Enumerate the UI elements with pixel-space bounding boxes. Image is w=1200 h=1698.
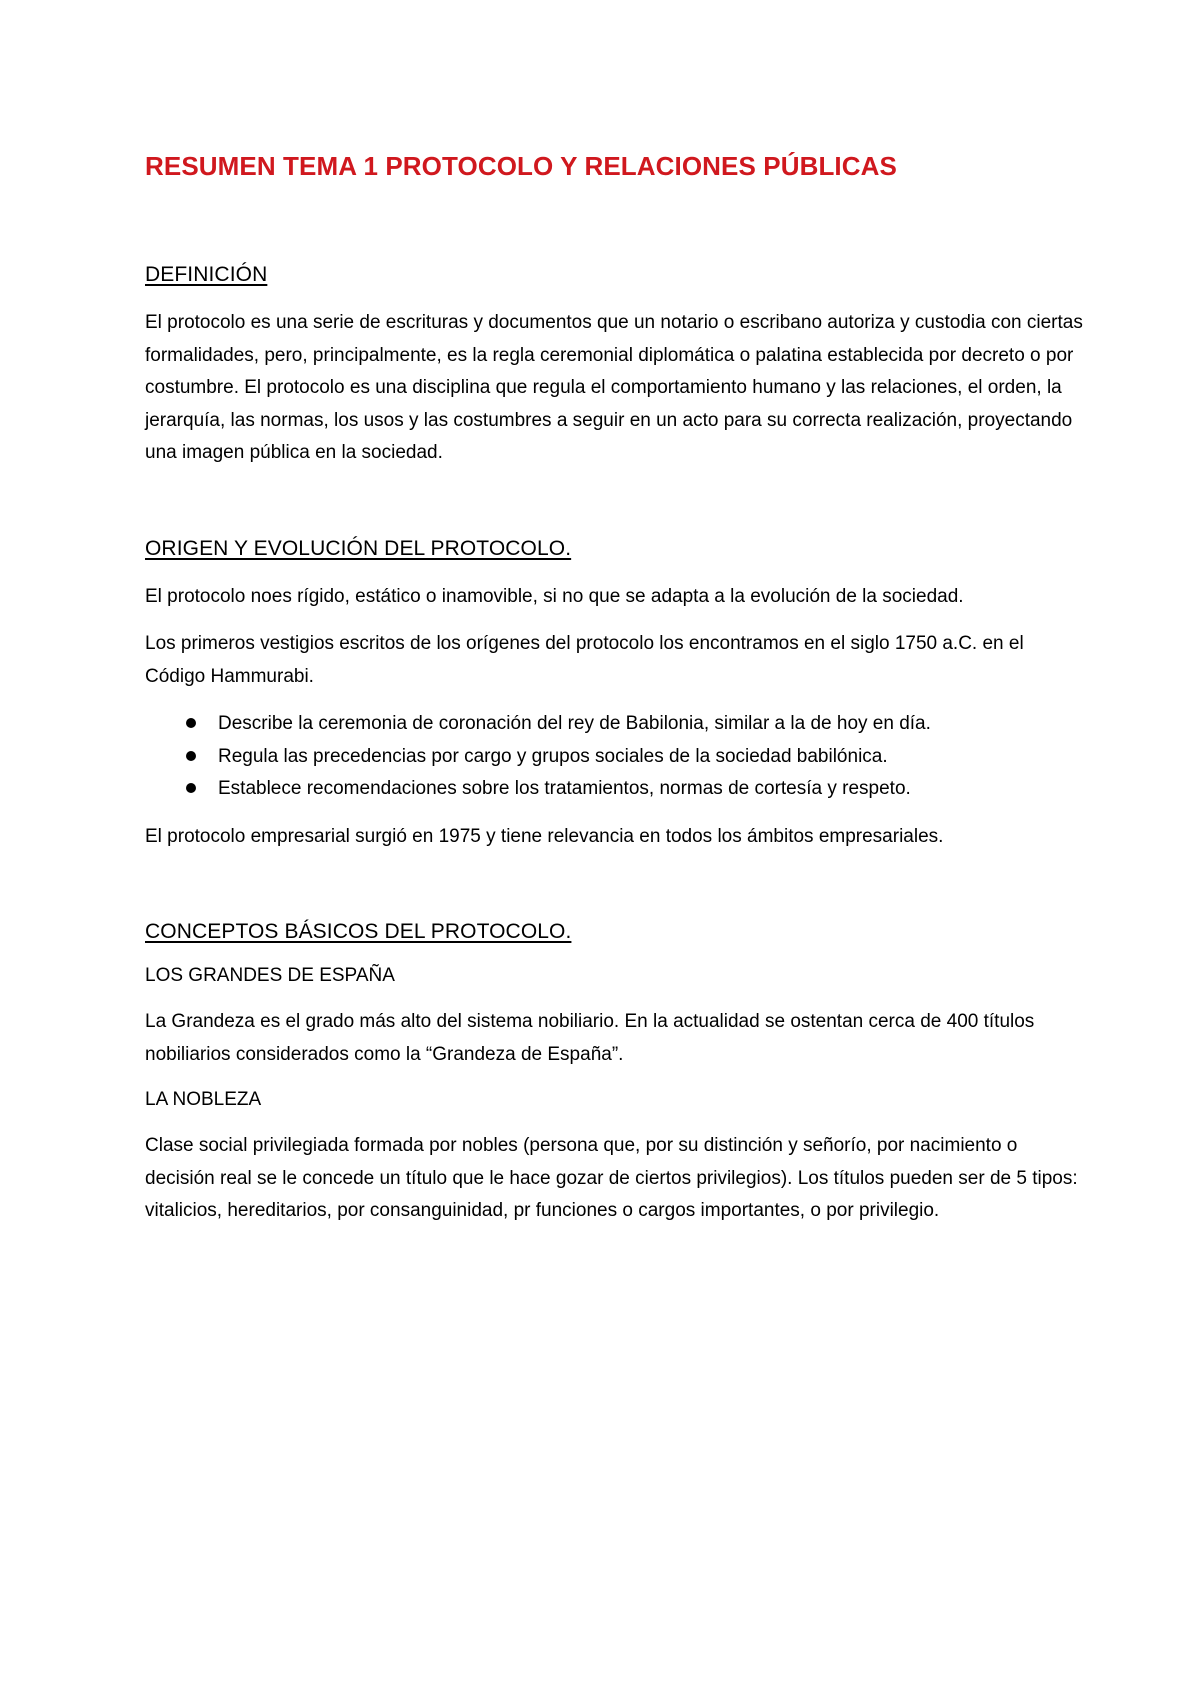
document-body xyxy=(145,148,1085,1228)
list-item-text: Establece recomendaciones sobre los tratamientos, normas de cortesía y respeto. xyxy=(218,778,911,799)
list-item xyxy=(145,708,1085,741)
subheading-grandes-de-espana: LOS GRANDES DE ESPAÑA xyxy=(145,965,395,986)
list-item xyxy=(145,741,1085,774)
list-item-text: Describe la ceremonia de coronación del rey de Babilonia, similar a la de hoy en día. xyxy=(218,713,931,734)
nobleza-paragraph: Clase social privilegiada formada por nobles (persona que, por su distinción y señorío, por nacimiento o decisión real se le concede un título que le hace gozar de ciertos privilegios). Los títulos pueden ser de 5 tipos: vitalicios, hereditarios, por consanguinidad, pr funciones o cargos importantes, o por privilegio. xyxy=(145,1135,1078,1221)
bullet-icon xyxy=(186,783,196,793)
list-item-text: Regula las precedencias por cargo y grupos sociales de la sociedad babilónica. xyxy=(218,745,888,767)
heading-definicion: DEFINICIÓN xyxy=(145,263,268,286)
definicion-paragraph: El protocolo es una serie de escrituras y documentos que un notario o escribano autoriza y custodia con ciertas formalidades, pero, principalmente, es la regla ceremonial diplomática o palatina establecida por decreto o por costumbre. El protocolo es una disciplina que regula el comportamiento humano y las relaciones, el orden, la jerarquía, las normas, los usos y las costumbres a seguir en un acto para su correcta realización, proyectando una imagen pública en la sociedad. xyxy=(145,312,1083,463)
origen-paragraph-3: El protocolo empresarial surgió en 1975 y tiene relevancia en todos los ámbitos empresariales. xyxy=(145,825,944,847)
subheading-la-nobleza: LA NOBLEZA xyxy=(145,1089,262,1110)
document-title: RESUMEN TEMA 1 PROTOCOLO Y RELACIONES PÚBLICAS xyxy=(145,151,897,181)
list-item xyxy=(145,773,1085,806)
origen-paragraph-1: El protocolo noes rígido, estático o inamovible, si no que se adapta a la evolución de la sociedad. xyxy=(145,585,964,607)
origen-bullet-list xyxy=(145,708,1085,806)
heading-origen: ORIGEN Y EVOLUCIÓN DEL PROTOCOLO. xyxy=(145,536,572,560)
bullet-icon xyxy=(186,718,196,728)
origen-paragraph-2: Los primeros vestigios escritos de los orígenes del protocolo los encontramos en el siglo 1750 a.C. en el Código Hammurabi. xyxy=(145,633,1024,687)
grandes-paragraph: La Grandeza es el grado más alto del sistema nobiliario. En la actualidad se ostentan cerca de 400 títulos nobiliarios considerados como la “Grandeza de España”. xyxy=(145,1011,1035,1065)
bullet-icon xyxy=(186,751,196,761)
heading-conceptos: CONCEPTOS BÁSICOS DEL PROTOCOLO. xyxy=(145,920,572,943)
